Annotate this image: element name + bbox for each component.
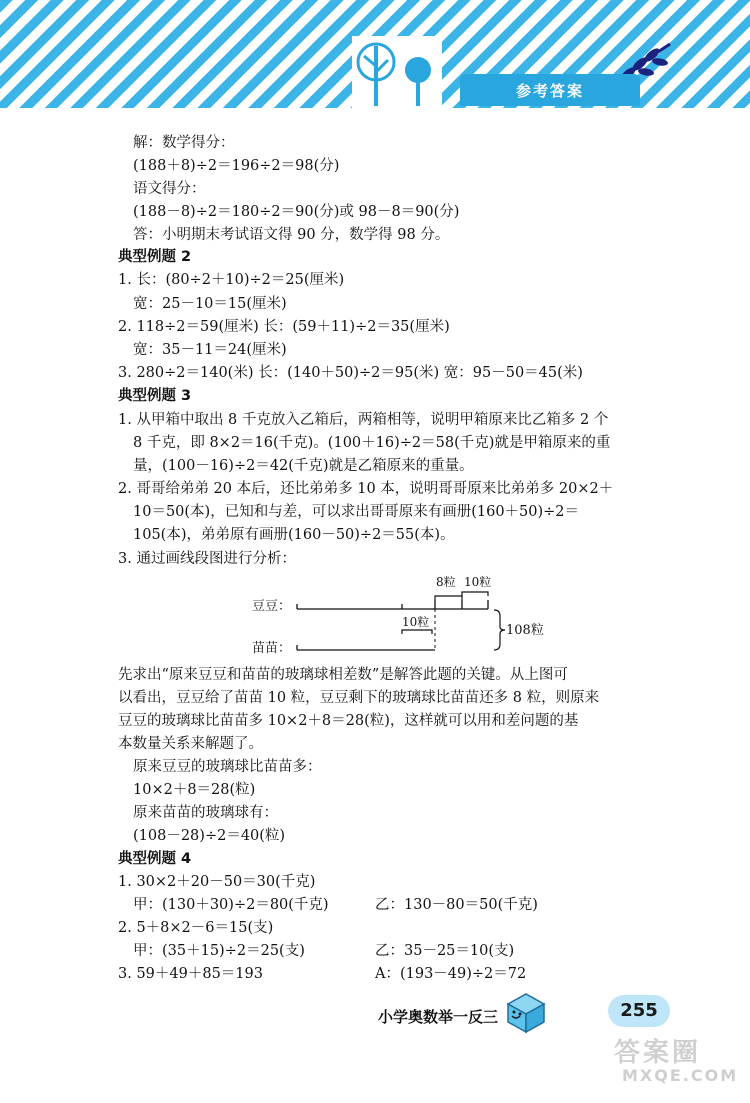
text-line: 宽：35－11＝24(厘米) xyxy=(133,342,287,358)
label-10-mid: 10粒 xyxy=(402,615,430,629)
label-10-top: 10粒 xyxy=(464,575,492,589)
text-line: 2. 哥哥给弟弟 20 本后，还比弟弟多 10 本，说明哥哥原来比弟弟多 20×2＋ xyxy=(118,481,614,497)
text-line: 以看出，豆豆给了苗苗 10 粒，豆豆剩下的玻璃球比苗苗还多 8 粒，则原来 xyxy=(118,690,600,706)
text-line: 105(本)，弟弟原有画册(160－50)÷2＝55(本)。 xyxy=(133,527,455,543)
text-line: 2. 118÷2＝59(厘米) 长：(59＋11)÷2＝35(厘米) xyxy=(118,319,450,335)
text-line: 甲：(130＋30)÷2＝80(千克) xyxy=(133,897,329,913)
text-line: 豆豆的玻璃球比苗苗多 10×2＋8＝28(粒)，这样就可以用和差问题的基 xyxy=(118,713,579,729)
text-line: 甲：(35＋15)÷2＝25(支) xyxy=(133,943,305,959)
brace-8 xyxy=(435,596,462,600)
brace-10-mid xyxy=(402,630,432,634)
text-line: 3. 通过画线段图进行分析： xyxy=(118,551,296,567)
text-line: 原来豆豆的玻璃球比苗苗多： xyxy=(133,759,322,775)
text-line: 解：数学得分： xyxy=(133,135,235,151)
text-line: 宽：25－10＝15(厘米) xyxy=(133,296,287,312)
label-8: 8粒 xyxy=(436,575,456,589)
line-segment-diagram xyxy=(250,572,560,662)
text-line: 语文得分： xyxy=(133,181,206,197)
watermark xyxy=(614,1032,739,1085)
text-line: 答：小明期末考试语文得 90 分，数学得 98 分。 xyxy=(133,227,450,243)
brace-10-top xyxy=(462,592,488,596)
watermark-text: 答案圈 xyxy=(614,1038,702,1068)
label-total: 108粒 xyxy=(506,623,544,638)
label-doudou: 豆豆： xyxy=(252,599,292,614)
answer-section-tab: 参考答案 xyxy=(460,74,640,106)
book-title: 小学奥数举一反三 xyxy=(378,1008,499,1026)
text-line: 1. 从甲箱中取出 8 千克放入乙箱后，两箱相等，说明甲箱原来比乙箱多 2 个 xyxy=(118,412,609,428)
text-line: 1. 长：(80÷2＋10)÷2＝25(厘米) xyxy=(118,272,345,288)
text-line: 1. 30×2＋20－50＝30(千克) xyxy=(118,874,316,890)
text-line: (188＋8)÷2＝196÷2＝98(分) xyxy=(133,158,340,174)
text-line: 8 千克，即 8×2＝16(千克)。(100＋16)÷2＝58(千克)就是甲箱原来的重 xyxy=(133,435,611,451)
cube-mascot-icon xyxy=(502,990,548,1034)
page-number: 255 xyxy=(608,995,670,1027)
text-line: (108－28)÷2＝40(粒) xyxy=(133,828,286,844)
text-line: 10＝50(本)，已知和与差，可以求出哥哥原来有画册(160＋50)÷2＝ xyxy=(133,504,580,520)
text-line: 2. 5＋8×2－6＝15(支) xyxy=(118,920,274,936)
section-heading: 典型例题 4 xyxy=(118,851,192,867)
text-line: A：(193－49)÷2＝72 xyxy=(375,966,527,982)
text-line: 本数量关系来解题了。 xyxy=(118,736,263,752)
watermark-url: MXQE.COM xyxy=(622,1066,739,1085)
text-line: 乙：130－80＝50(千克) xyxy=(375,897,538,913)
text-line: 3. 280÷2＝140(米) 长：(140＋50)÷2＝95(米) 宽：95－50＝45(米) xyxy=(118,365,583,381)
section-heading: 典型例题 2 xyxy=(118,249,192,265)
label-miaomiao: 苗苗： xyxy=(252,641,292,656)
text-line: 先求出“原来豆豆和苗苗的玻璃球相差数”是解答此题的关键。从上图可 xyxy=(118,667,568,683)
brace-total xyxy=(494,610,505,650)
text-line: 10×2＋8＝28(粒) xyxy=(133,782,256,798)
text-line: 量，(100－16)÷2＝42(千克)就是乙箱原来的重量。 xyxy=(133,458,474,474)
text-line: 原来苗苗的玻璃球有： xyxy=(133,805,278,821)
text-line: 3. 59＋49＋85＝193 xyxy=(118,966,263,982)
text-line: 乙：35－25＝10(支) xyxy=(375,943,515,959)
text-line: (188－8)÷2＝180÷2＝90(分)或 98－8＝90(分) xyxy=(133,204,460,220)
section-heading: 典型例题 3 xyxy=(118,388,192,404)
